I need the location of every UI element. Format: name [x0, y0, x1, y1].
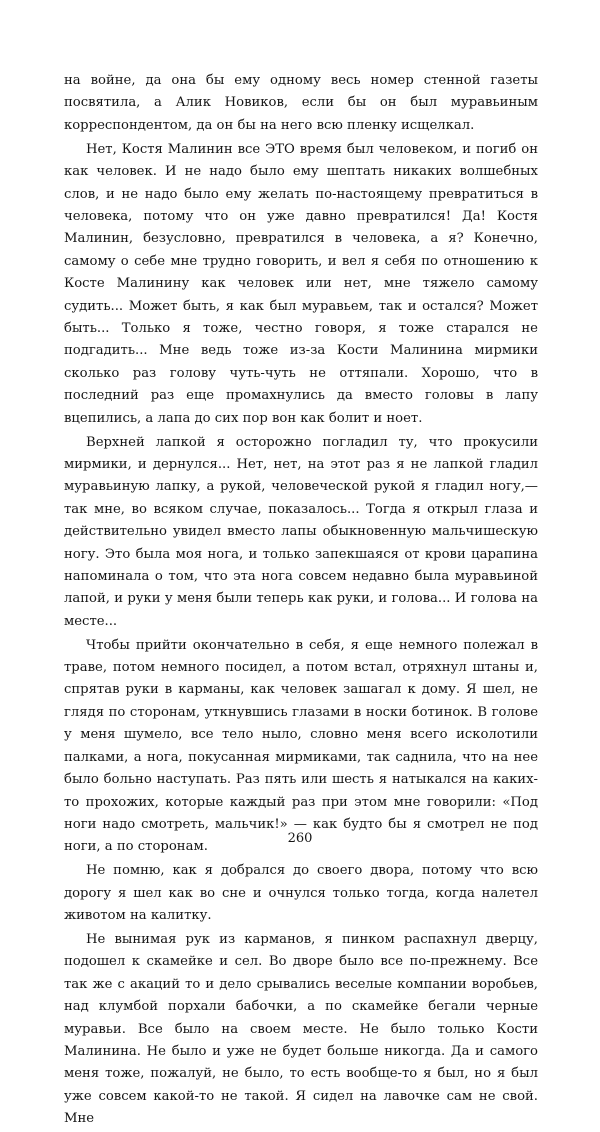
page-number: 260: [287, 831, 313, 846]
paragraph-2: Нет, Костя Малинин все ЭТО время был человеком, и погиб он как человек. И не надо было ему шептать никаких волшебных слов, и не надо было ему желать по-настоящему превратиться в человека, потому что он уже давно превратился! Да! Костя Малинин, безусловно, превратился в человека, а я? Конечно, самому о себе мне трудно говорить, и вел я себя по отношению к Косте Малинину как человек или нет, мне тяжело самому судить... Может быть, я как был муравьем, так и остался? Может быть... Только я тоже, честно говоря, я тоже старался не подгадить... Мне ведь тоже из-за Кости Малинина мирмики сколько раз голову чуть-чуть не оттяпали. Хорошо, что в последний раз еще промахнулись да вместо головы в лапу вцепились, а лапа до сих пор вон как болит и ноет.: [64, 141, 538, 426]
paragraph-5: Не помню, как я добрался до своего двора, потому что всю дорогу я шел как во сне и очнулся только тогда, когда налетел животом на калитку.: [64, 863, 538, 924]
paragraph-4: Чтобы прийти окончательно в себя, я еще немного полежал в траве, потом немного посидел, а потом встал, отряхнул штаны и, спрятав руки в карманы, как человек зашагал к дому. Я шел, не глядя по сторонам, уткнувшись глазами в носки ботинок. В голове у меня шумело, все тело ныло, словно меня всего исколотили палками, а нога, покусанная мирмиками, так саднила, что на нее было больно наступать. Раз пять или шесть я натыкался на каких-то прохожих, которые каждый раз при этом мне говорили: «Под ноги надо смотреть, мальчик!» — как будто бы я смотрел не под ноги, а по сторонам.: [64, 637, 538, 855]
paragraph-6: Не вынимая рук из карманов, я пинком распахнул дверцу, подошел к скамейке и сел. Во дворе было все по-прежнему. Все так же с акаций то и дело срывались веселые компании воробьев, над клумбой порхали бабочки, а по скамейке бегали черные муравьи. Все было на своем месте. Не было только Кости Малинина. Не было и уже не будет больше никогда. Да и самого меня тоже, пожалуй, не было, то есть вообще-то я был, но я был уже совсем какой-то не такой. Я сидел на лавочке сам не свой. Мне: [64, 931, 538, 1127]
paragraph-1: на войне, да она бы ему одному весь номер стенной газеты посвятила, а Алик Новиков, если бы он был муравьиным корреспондентом, да он бы на него всю пленку исщелкал.: [64, 73, 538, 133]
paragraph-3: Верхней лапкой я осторожно погладил ту, что прокусили мирмики, и дернулся... Нет, нет, на этот раз я не лапкой гладил муравьиную лапку, а рукой, человеческой рукой я гладил ногу,— так мне, во всяком случае, показалось... Тогда я открыл глаза и действительно увидел вместо лапы обыкновенную мальчишескую ногу. Это была моя нога, и только запекшаяся от крови царапина напоминала о том, что эта нога совсем недавно была муравьиной лапой, и руки у меня были теперь как руки, и голова... И голова на месте...: [64, 434, 538, 629]
book-page: [64, 70, 538, 1132]
